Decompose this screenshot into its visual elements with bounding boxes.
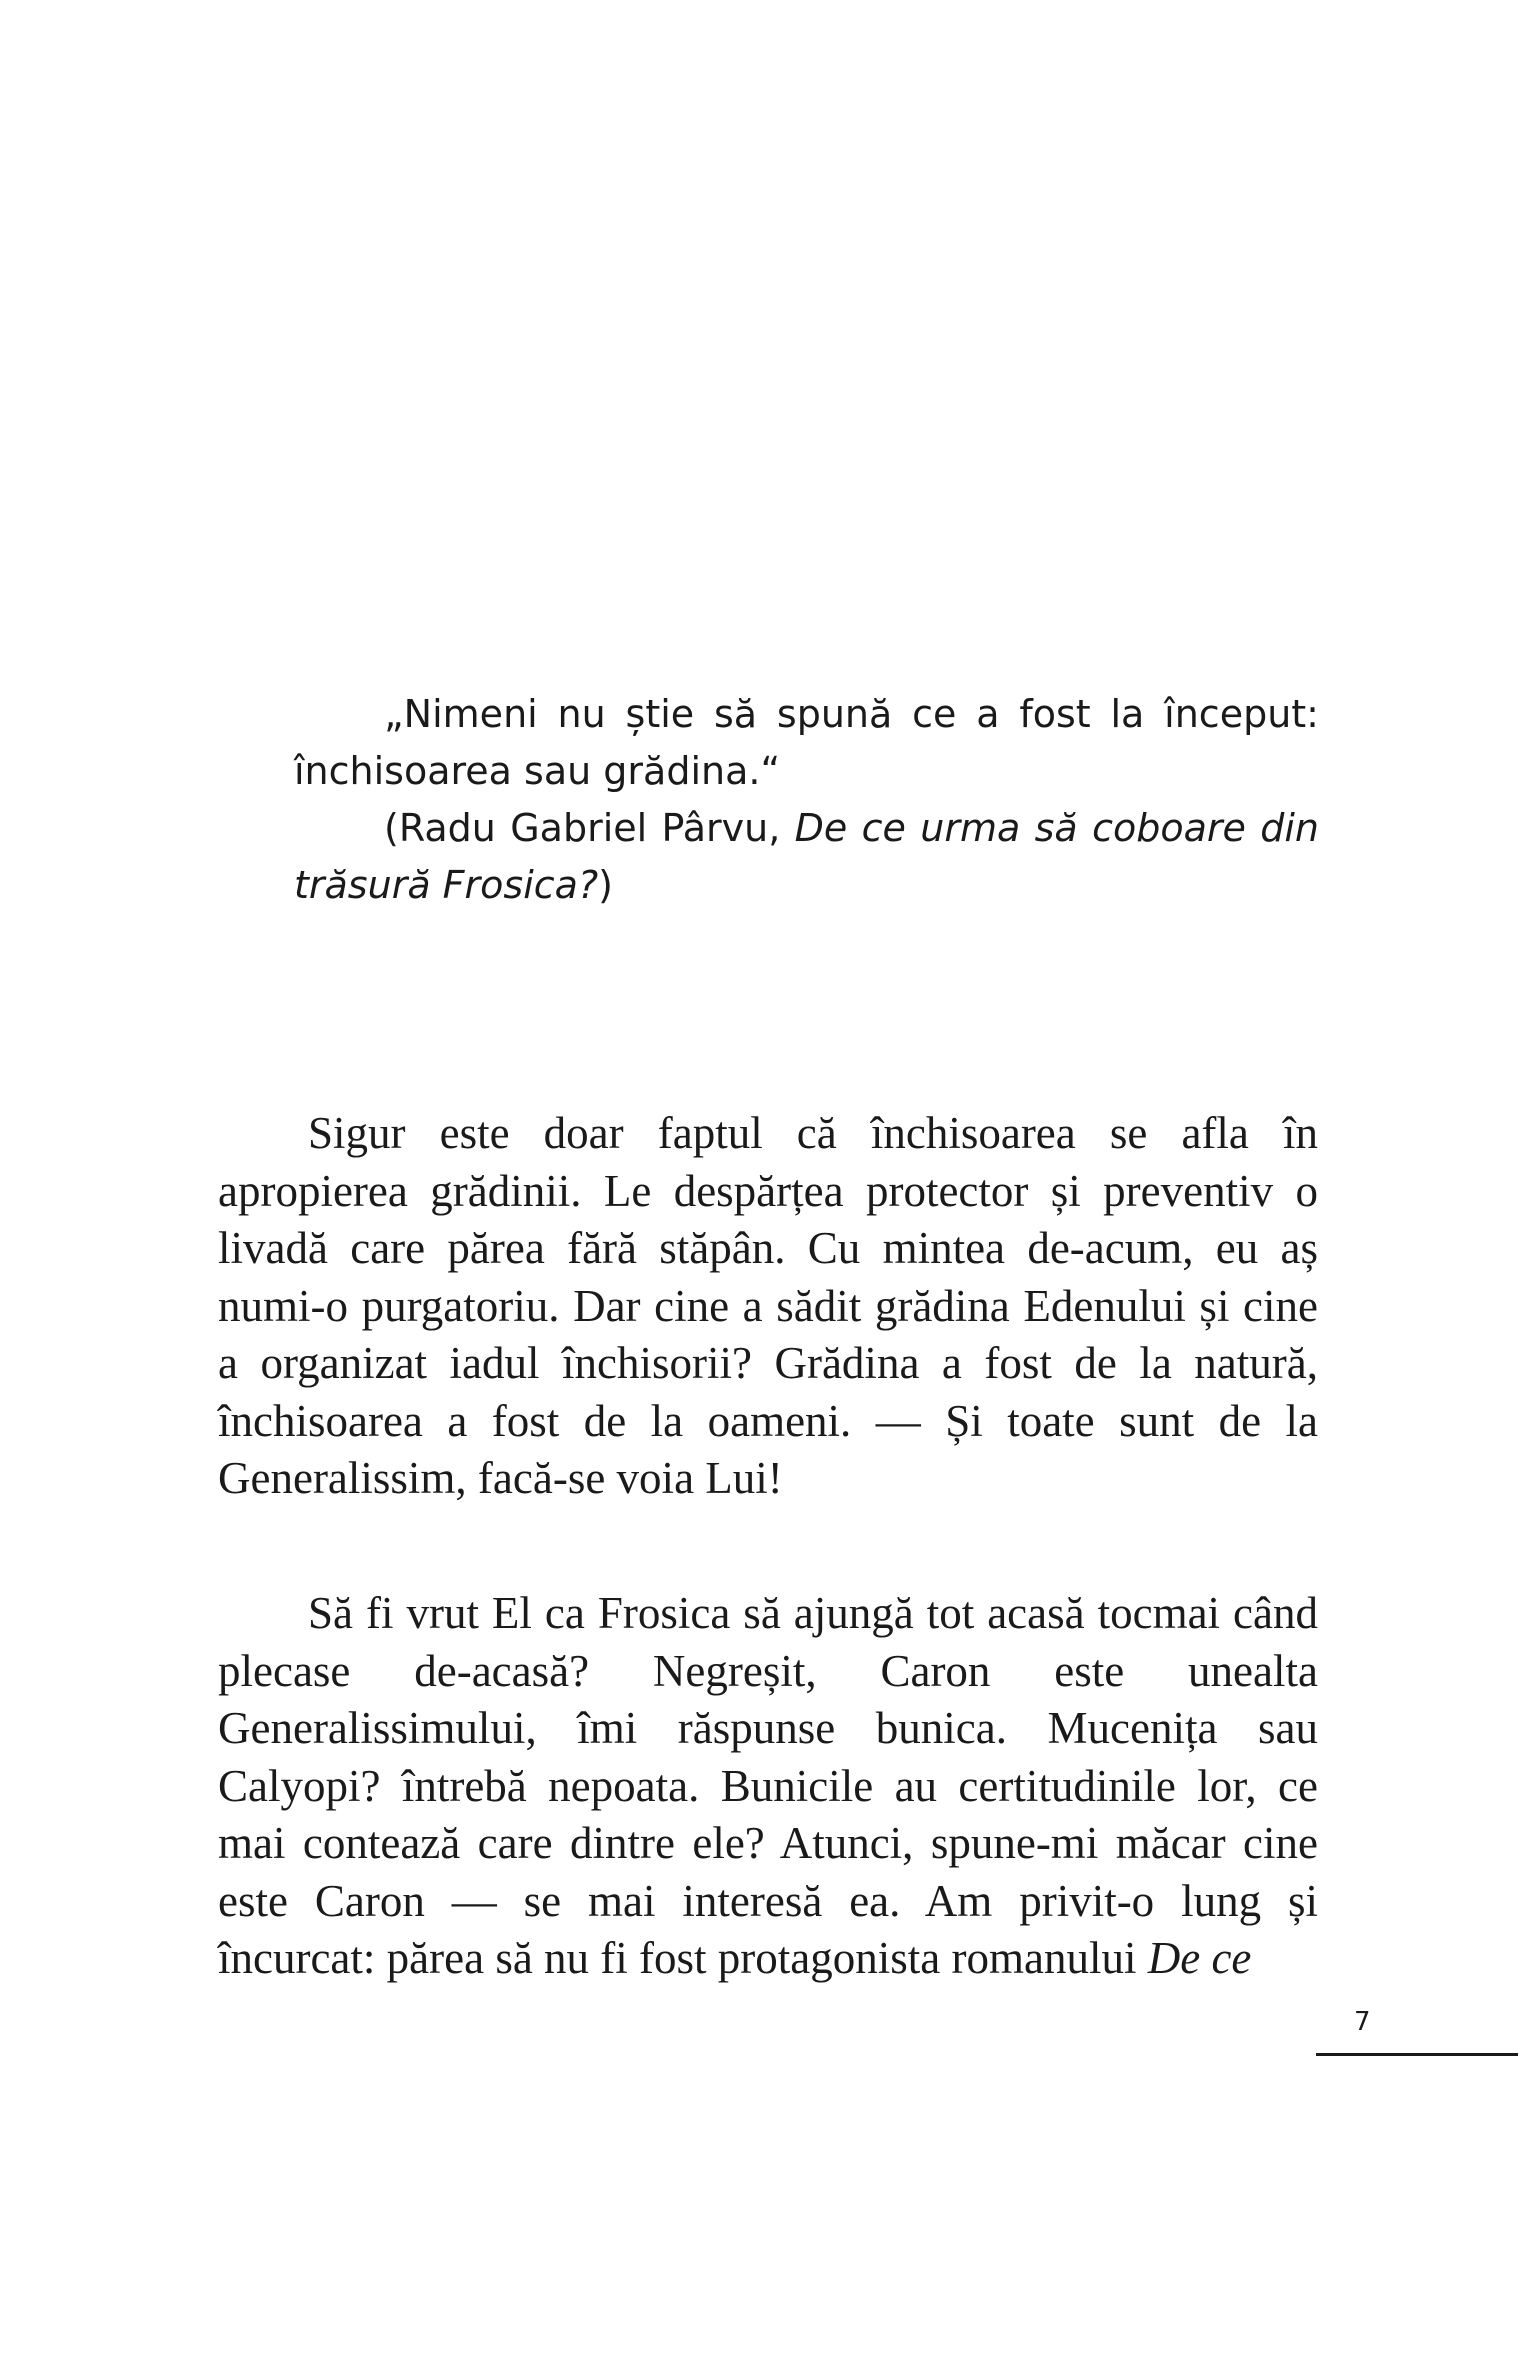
paragraph-italic-tail: De ce <box>1147 1933 1252 1983</box>
body-paragraph-1 <box>218 1105 1318 1508</box>
epigraph-source-open: (Radu Gabriel Pârvu, <box>384 806 795 850</box>
epigraph-source-title: De ce urma să coboare din trăsură Frosica? <box>294 806 1319 907</box>
body-paragraph-2 <box>218 1585 1318 1988</box>
page-number: 7 <box>1354 2007 1371 2037</box>
page-number-rule <box>1316 2053 1518 2056</box>
epigraph-source <box>294 800 1319 914</box>
paragraph-text: Sigur este doar faptul că închisoarea se afla în apropierea grădinii. Le despărțea protector și preventiv o livadă care părea fără stăpân. Cu mintea de-acum, eu aș numi-o purgatoriu. Dar cine a sădit grădina Edenului și cine a organizat iadul închisorii? Grădina a fost de la natură, închisoarea a fost de la oameni. — Și toate sunt de la Generalissim, facă-se voia Lui! <box>218 1108 1318 1503</box>
paragraph-text-main: Să fi vrut El ca Frosica să ajungă tot acasă tocmai când plecase de-acasă? Negreșit, Caron este unealta Generalissimului, îmi răspunse bunica. Mucenița sau Calyopi? întrebă nepoata. Bunicile au certitudinile lor, ce mai contează care dintre ele? Atunci, spune-mi măcar cine este Caron — se mai interesă ea. Am privit-o lung și încurcat: părea să nu fi fost protagonista romanului <box>218 1588 1318 1983</box>
epigraph-source-close: ) <box>598 863 613 907</box>
epigraph-quote: „Nimeni nu știe să spună ce a fost la început: închisoarea sau grădina.“ <box>294 692 1319 793</box>
epigraph <box>294 686 1319 914</box>
paragraph-text <box>218 1585 1318 1988</box>
